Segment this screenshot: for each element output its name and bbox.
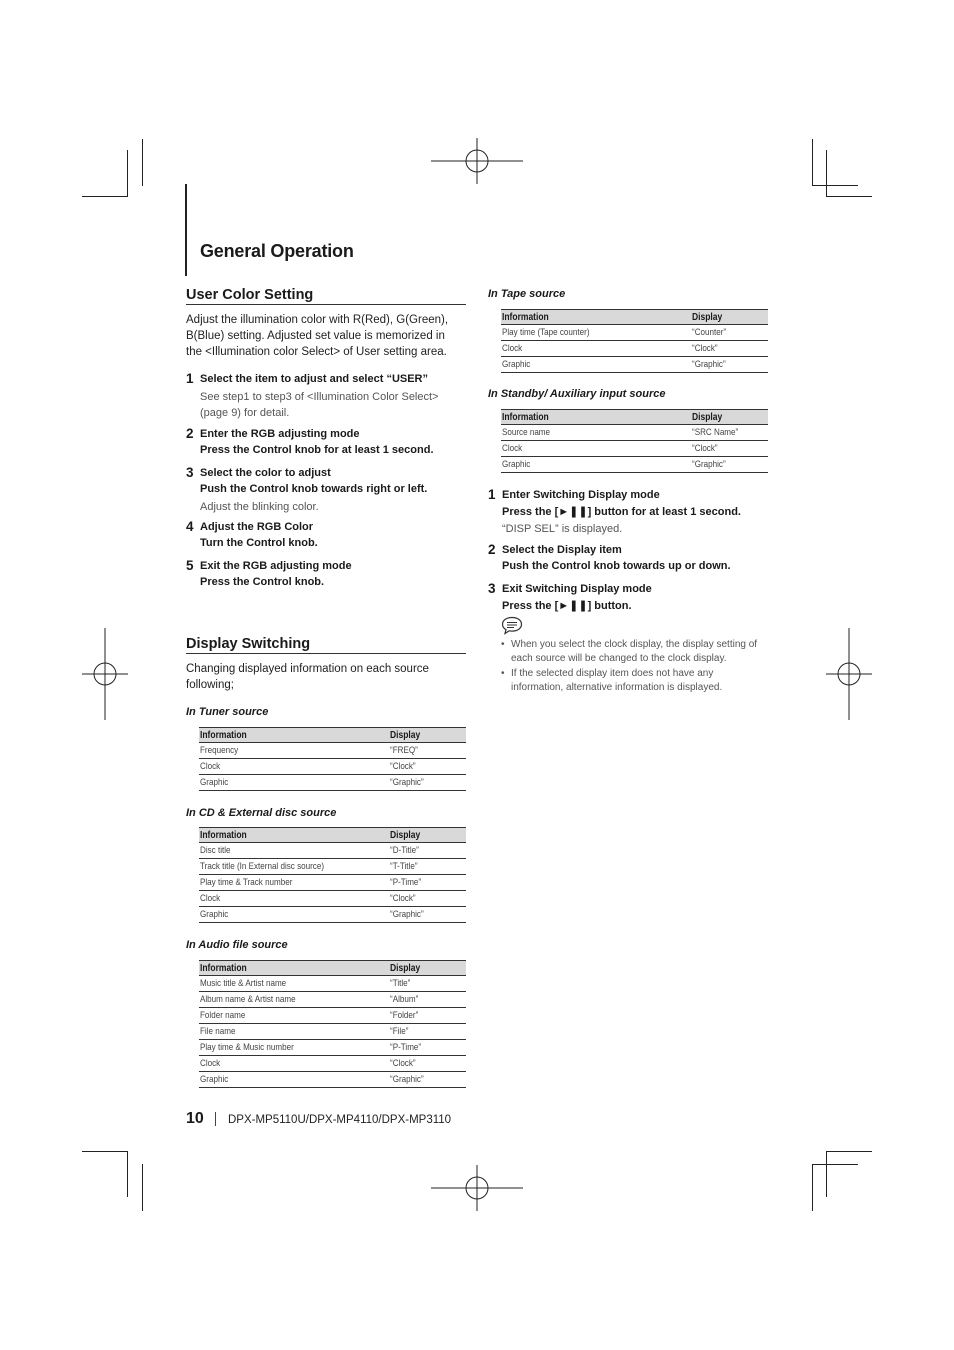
note-item-2: • If the selected display item does not have any information, alternative information is displayed. xyxy=(501,668,723,693)
model-numbers: DPX-MP5110U/DPX-MP4110/DPX-MP3110 xyxy=(228,1114,452,1126)
col-header-display: Display xyxy=(389,961,466,976)
tape-source-heading: In Tape source xyxy=(488,288,566,300)
standby-source-heading: In Standby/ Auxiliary input source xyxy=(488,388,666,400)
section-heading-user-color: User Color Setting xyxy=(186,287,466,305)
table-row: Graphic “Graphic” xyxy=(501,457,768,473)
table-row: Track title (In External disc source) “T-Title” xyxy=(199,859,466,875)
col-header-display: Display xyxy=(691,410,768,425)
page-number: 10 xyxy=(186,1110,204,1127)
registration-mark-right xyxy=(826,628,872,720)
page-title: General Operation xyxy=(200,241,354,261)
col-header-display: Display xyxy=(389,728,466,743)
title-bar xyxy=(185,184,187,276)
section-heading-display-switching: Display Switching xyxy=(186,636,466,654)
col-header-information: Information xyxy=(199,728,389,743)
standby-source-table xyxy=(501,409,768,473)
cd-source-heading: In CD & External disc source xyxy=(186,807,337,819)
table-row: Folder name “Folder” xyxy=(199,1008,466,1024)
note-icon xyxy=(501,616,523,635)
table-row: Play time (Tape counter) “Counter” xyxy=(501,325,768,341)
cd-source-table xyxy=(199,827,466,923)
table-row: Play time & Music number “P-Time” xyxy=(199,1040,466,1056)
col-header-information: Information xyxy=(199,828,389,843)
registration-mark-bottom xyxy=(430,1165,524,1211)
table-row: File name “File” xyxy=(199,1024,466,1040)
col-header-information: Information xyxy=(501,410,691,425)
tuner-source-table xyxy=(199,727,466,791)
audio-source-table xyxy=(199,960,466,1088)
table-row: Clock “Clock” xyxy=(501,441,768,457)
table-row: Graphic “Graphic” xyxy=(199,1072,466,1088)
tape-source-table xyxy=(501,309,768,373)
col-header-information: Information xyxy=(501,310,691,325)
table-row: Source name “SRC Name” xyxy=(501,425,768,441)
table-row: Clock “Clock” xyxy=(199,759,466,775)
table-row: Graphic “Graphic” xyxy=(199,907,466,923)
registration-mark-left xyxy=(82,628,128,720)
table-row: Clock “Clock” xyxy=(199,891,466,907)
table-row: Disc title “D-Title” xyxy=(199,843,466,859)
table-row: Graphic “Graphic” xyxy=(501,357,768,373)
table-row: Music title & Artist name “Title” xyxy=(199,976,466,992)
registration-mark-top xyxy=(430,138,524,184)
table-row: Graphic “Graphic” xyxy=(199,775,466,791)
table-row: Play time & Track number “P-Time” xyxy=(199,875,466,891)
col-header-display: Display xyxy=(389,828,466,843)
col-header-display: Display xyxy=(691,310,768,325)
table-row: Frequency “FREQ” xyxy=(199,743,466,759)
footer-divider xyxy=(215,1112,216,1126)
note-item-1: • When you select the clock display, the display setting of each source will be changed to the clock display. xyxy=(501,639,758,664)
display-switching-intro: Changing displayed information on each source following; xyxy=(186,663,429,691)
audio-source-heading: In Audio file source xyxy=(186,939,288,951)
col-header-information: Information xyxy=(199,961,389,976)
tuner-source-heading: In Tuner source xyxy=(186,706,269,718)
table-row: Clock “Clock” xyxy=(501,341,768,357)
table-row: Clock “Clock” xyxy=(199,1056,466,1072)
table-row: Album name & Artist name “Album” xyxy=(199,992,466,1008)
user-color-intro: Adjust the illumination color with R(Red), G(Green), B(Blue) setting. Adjusted set value is memorized in the <Illumination color Select> of User setting area. xyxy=(186,314,449,358)
